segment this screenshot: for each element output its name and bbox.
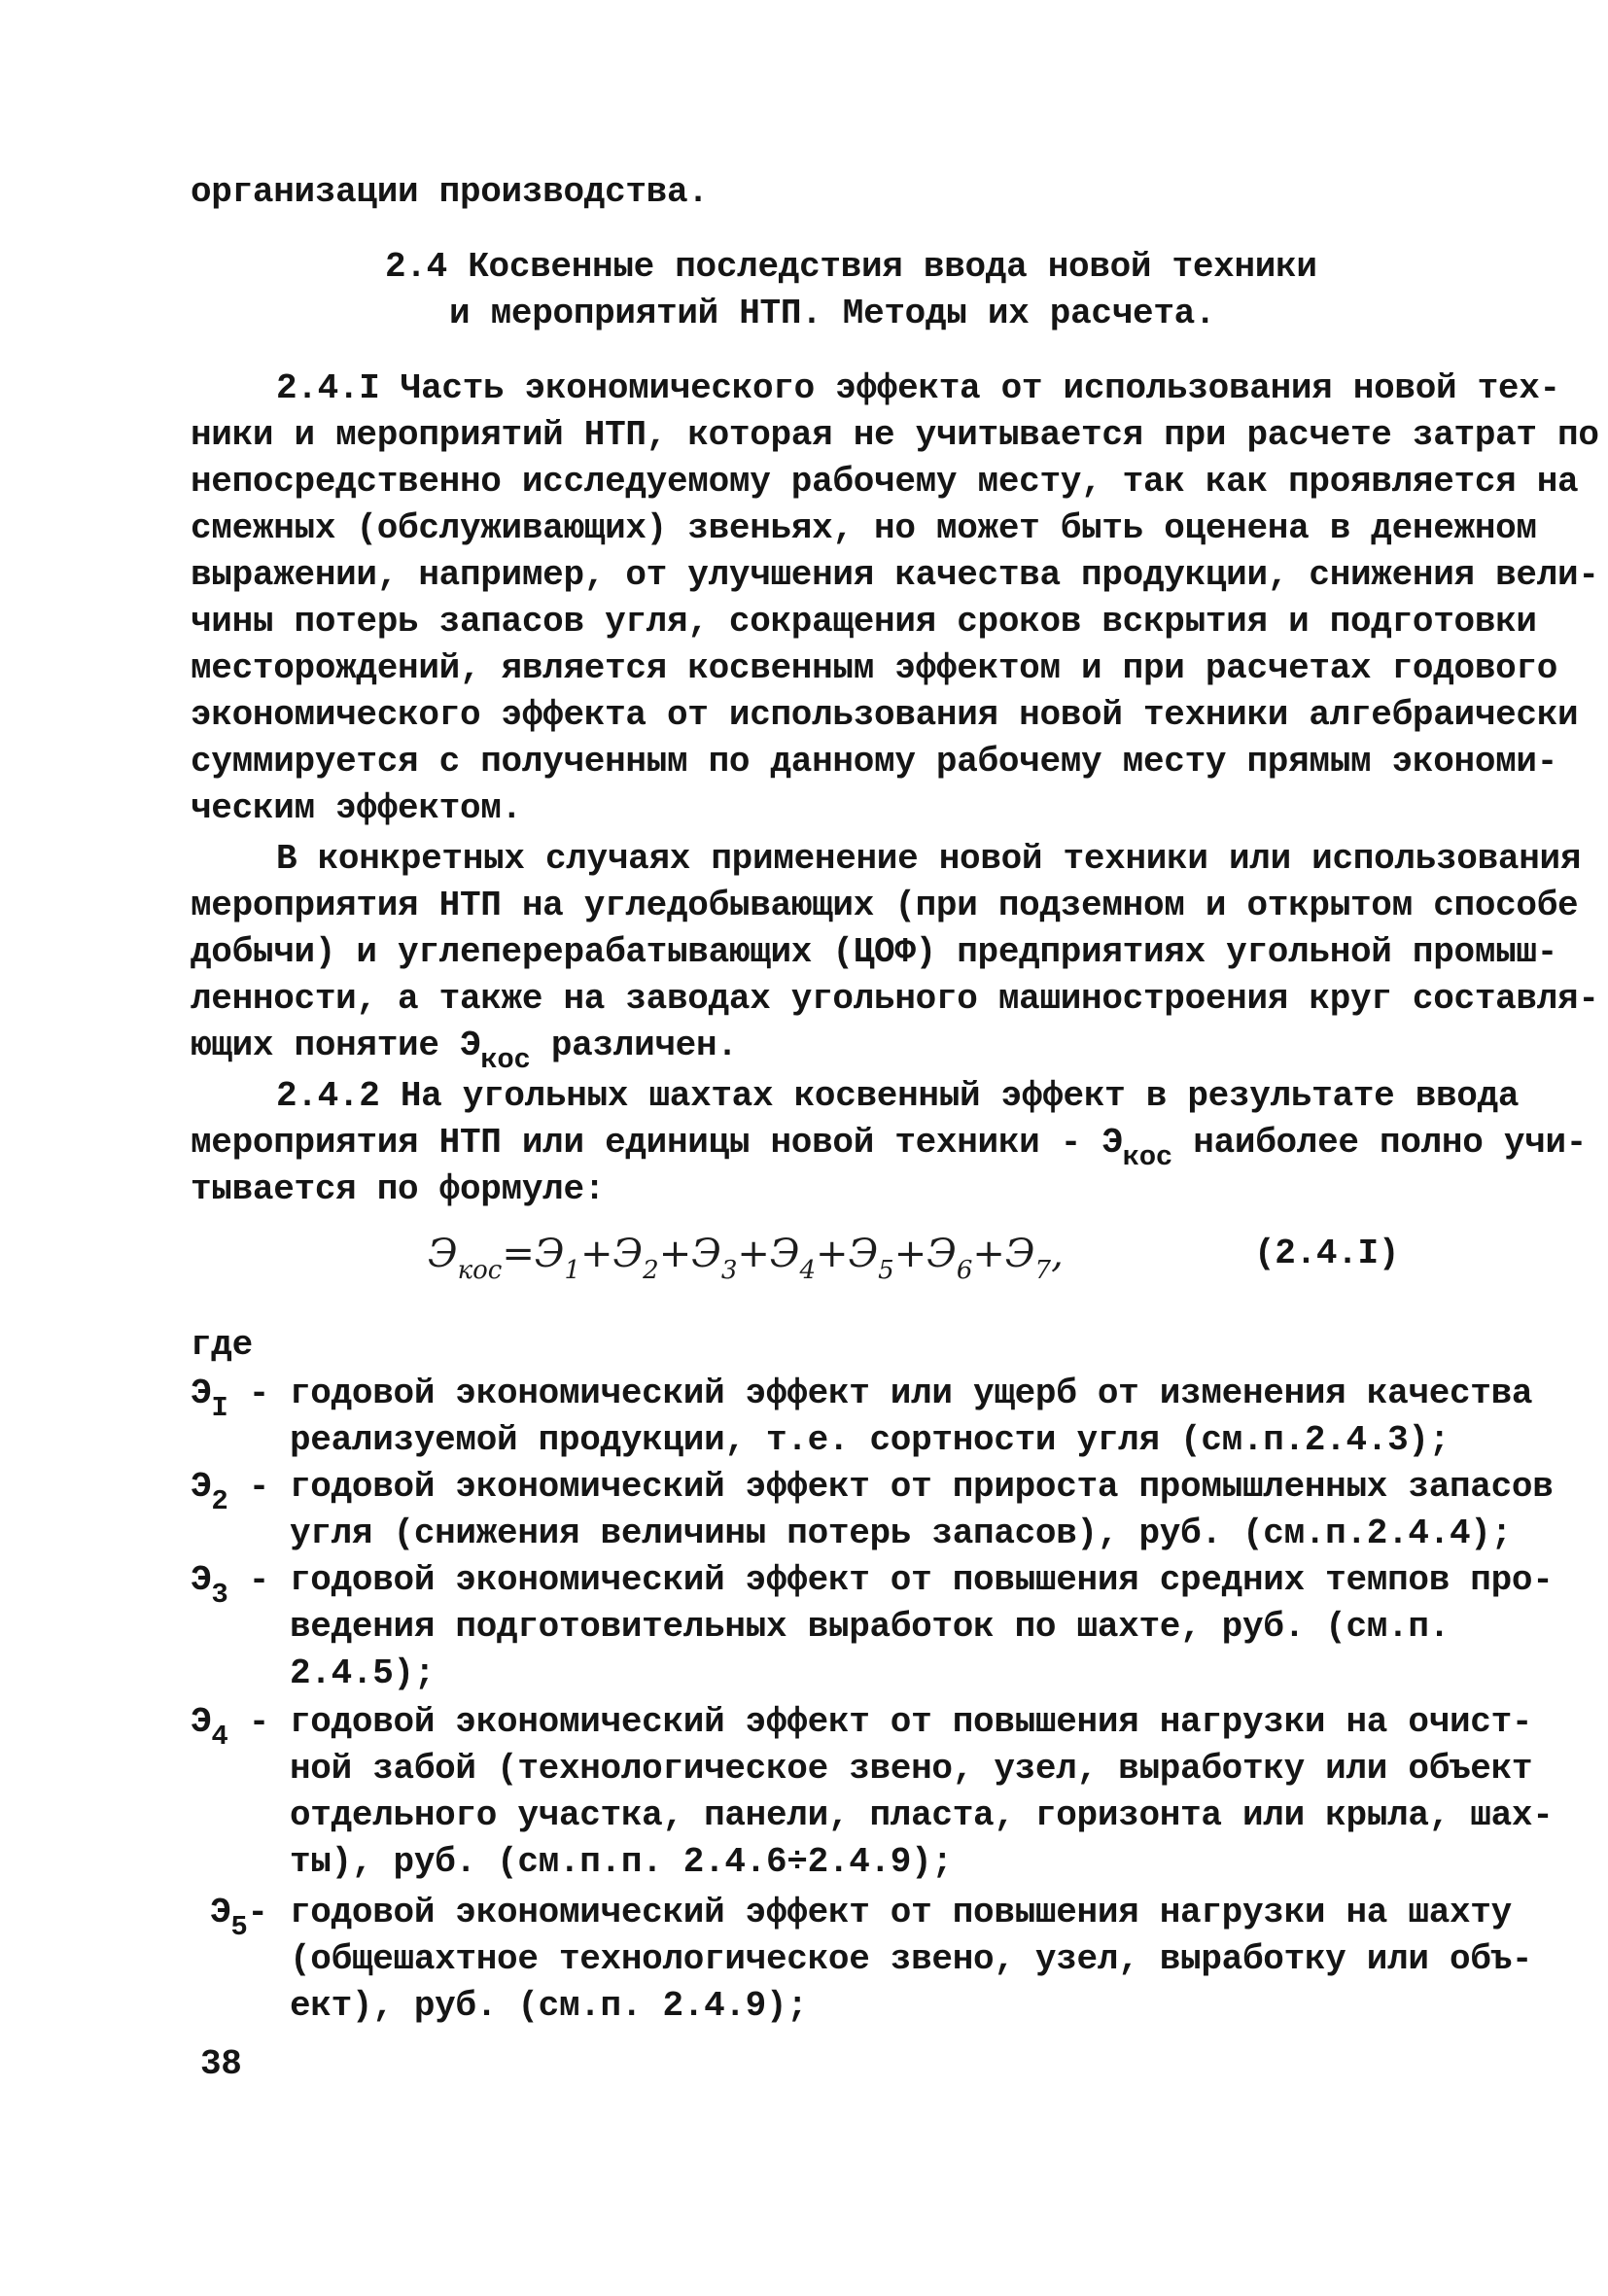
section-heading-line1: 2.4 Косвенные последствия ввода новой техники [385,247,1317,287]
formula-term-sub: 3 [720,1256,738,1285]
formula-term-sub: 2 [643,1256,659,1285]
para-2-line: добычи) и углеперерабатывающих (ЦОФ) предприятиях угольной промыш- [191,932,1558,972]
subscript: 2 [211,1485,228,1517]
dash: - [247,1893,290,1932]
para-242-line2 [191,1123,1588,1173]
text: ющих понятие Э [191,1026,481,1065]
formula-op: + [893,1232,927,1276]
definition-line: отдельного участка, панели, пласта, горизонта или крыла, шах- [290,1795,1554,1835]
formula-term: Э [534,1232,565,1276]
formula-op: + [658,1232,692,1276]
formula-term: Э [926,1232,957,1276]
symbol: Э [191,1374,212,1413]
para-241-line: ческим эффектом. [191,788,522,828]
para-2-line: мероприятия НТП на угледобывающих (при подземном и открытом способе [191,886,1579,925]
definition-line: ты), руб. (см.п.п. 2.4.6÷2.4.9); [290,1842,953,1882]
formula-op: + [816,1232,849,1276]
definition-line: годовой экономический эффект от повышения средних темпов про- [290,1560,1554,1600]
definition-line: ведения подготовительных выработок по шахте, руб. (см.п. [290,1607,1450,1647]
definition-symbol [191,1560,291,1611]
subscript: 5 [230,1911,248,1943]
formula-term-sub: 4 [799,1256,817,1285]
formula-number: (2.4.I) [1254,1234,1400,1273]
para-241-line: экономического эффекта от использования новой техники алгебраически [191,695,1579,735]
formula-op: = [502,1232,535,1276]
definition-line: реализуемой продукции, т.е. сортности угля (см.п.2.4.3); [290,1420,1450,1460]
para-241-line: непосредственно исследуемому рабочему месту, так как проявляется на [191,462,1579,502]
text: различен. [530,1026,738,1065]
symbol: Э [191,1467,212,1507]
formula-term-sub: 5 [878,1256,894,1285]
para-241-line: суммируется с полученным по данному рабочему месту прямым экономи- [191,742,1558,782]
subscript: кос [1122,1141,1172,1173]
para-2-line: В конкретных случаях применение новой техники или использования [276,839,1582,879]
formula-term-sub: 7 [1034,1256,1052,1285]
subscript: 4 [211,1721,228,1753]
definition-line: ект), руб. (см.п. 2.4.9); [290,1986,808,2026]
definition-symbol [191,1467,291,1517]
definition-line: годовой экономический эффект или ущерб от изменения качества [290,1374,1533,1413]
subscript: кос [480,1044,531,1076]
formula-term: Э [691,1232,721,1276]
formula-term: Э [769,1232,800,1276]
dash: - [227,1560,291,1600]
subscript: 3 [211,1579,228,1611]
dash: - [227,1467,291,1507]
formula-op: + [580,1232,613,1276]
definition-line: ной забой (технологическое звено, узел, выработку или объект [290,1749,1533,1789]
formula-op: + [737,1232,770,1276]
formula-term: Э [1004,1232,1035,1276]
section-heading-line2: и мероприятий НТП. Методы их расчета. [449,294,1216,333]
formula-op: + [972,1232,1005,1276]
page-number: 38 [200,2044,242,2084]
para-241-line: смежных (обслуживающих) звеньях, но может быть оценена в денежном [191,508,1537,548]
formula-term-sub: 1 [564,1256,581,1285]
text: мероприятия НТП или единицы новой техники - Э [191,1123,1123,1163]
symbol: Э [191,1560,212,1600]
dash: - [227,1702,291,1742]
definition-line: годовой экономический эффект от повышения нагрузки на шахту [290,1893,1512,1932]
formula-term-sub: 6 [956,1256,973,1285]
para-2-line: ленности, а также на заводах угольного машиностроения круг составля- [191,979,1599,1019]
top-line: организации производства. [191,172,709,212]
symbol: Э [191,1702,212,1742]
definition-line: угля (снижения величины потерь запасов), руб. (см.п.2.4.4); [290,1513,1512,1553]
formula-trailing: , [1051,1232,1064,1276]
para-241-line: чины потерь запасов угля, сокращения сроков вскрытия и подготовки [191,602,1537,642]
definition-line: (общешахтное технологическое звено, узел, выработку или объ- [290,1939,1533,1979]
symbol: Э [210,1893,231,1932]
definition-line: годовой экономический эффект от прироста промышленных запасов [290,1467,1554,1507]
dash: - [227,1374,291,1413]
formula-lhs: Э [428,1232,458,1276]
definition-line: годовой экономический эффект от повышения нагрузки на очист- [290,1702,1533,1742]
text: наиболее полно учи- [1171,1123,1588,1163]
para-2-last-line [191,1026,738,1076]
where-label: где [191,1325,253,1365]
subscript: I [211,1392,228,1424]
definition-symbol [191,1374,291,1424]
definition-symbol [191,1702,291,1753]
para-242-line1: 2.4.2 На угольных шахтах косвенный эффект в результате ввода [276,1076,1520,1116]
definition-symbol [210,1893,290,1943]
para-242-line3: тывается по формуле: [191,1169,606,1209]
formula-term: Э [612,1232,644,1276]
para-241-line: выражении, например, от улучшения качества продукции, снижения вели- [191,555,1599,595]
formula-2-4-1 [428,1232,1064,1285]
para-241-line: ники и мероприятий НТП, которая не учитывается при расчете затрат по [191,415,1599,455]
para-241-line: месторождений, является косвенным эффектом и при расчетах годового [191,648,1558,688]
formula-term: Э [848,1232,879,1276]
formula-lhs-sub: кос [457,1256,503,1285]
definition-line: 2.4.5); [290,1653,436,1693]
para-241-line: 2.4.I Часть экономического эффекта от использования новой тех- [276,368,1560,408]
